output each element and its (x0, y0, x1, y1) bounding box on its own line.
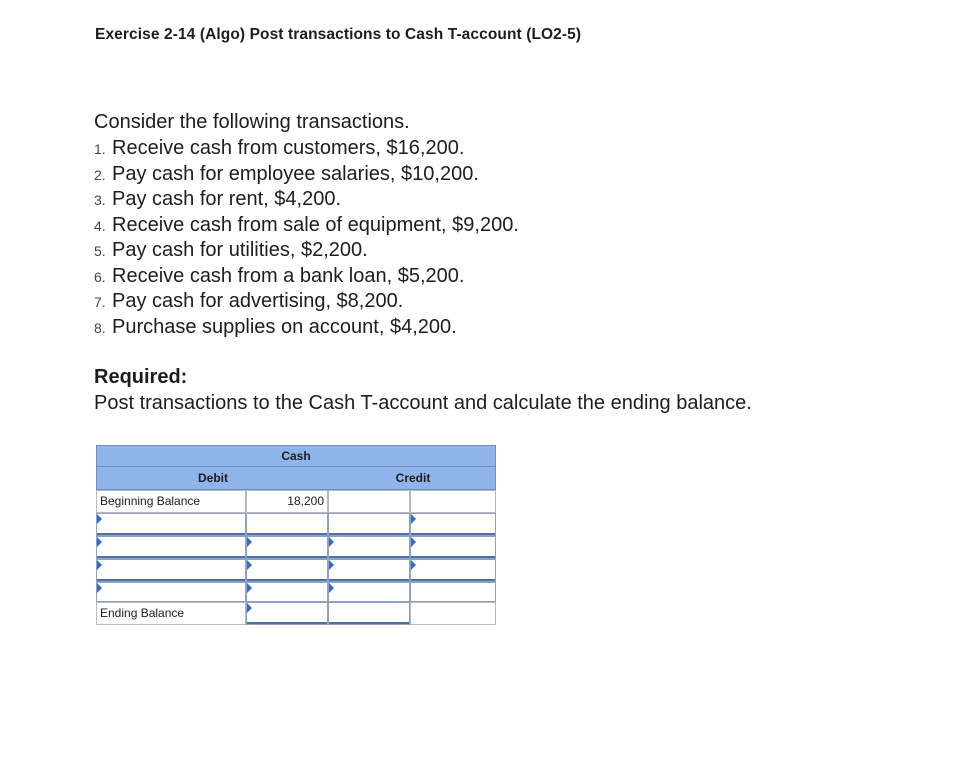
dropdown-marker-icon (247, 583, 252, 593)
dropdown-marker-icon (247, 560, 252, 570)
ending-balance-credit-input[interactable] (328, 602, 410, 625)
dropdown-marker-icon (97, 514, 102, 524)
debit-amount-input[interactable] (246, 536, 328, 559)
ending-balance-empty-cell (410, 602, 496, 625)
dropdown-marker-icon (97, 560, 102, 570)
credit-description-input[interactable] (410, 536, 496, 559)
debit-amount-input[interactable] (246, 582, 328, 602)
transaction-number: 3. (94, 192, 106, 208)
transaction-item (94, 315, 519, 341)
transaction-number: 5. (94, 243, 106, 259)
intro-text: Consider the following transactions. (94, 111, 410, 133)
transaction-item (94, 136, 519, 162)
credit-header: Credit (395, 471, 431, 485)
transaction-item (94, 213, 519, 239)
debit-header: Debit (198, 471, 228, 485)
required-label: Required: (94, 366, 188, 388)
credit-amount-input[interactable] (328, 513, 410, 536)
transaction-text: Receive cash from a bank loan, $5,200. (112, 264, 465, 287)
credit-description-input[interactable] (410, 559, 496, 582)
transaction-item (94, 162, 519, 188)
credit-description-input[interactable] (410, 582, 496, 602)
transaction-text: Receive cash from customers, $16,200. (112, 137, 465, 159)
transaction-item (94, 238, 519, 264)
transaction-number: 4. (94, 217, 106, 234)
dropdown-marker-icon (97, 583, 102, 593)
beginning-balance-label: Beginning Balance (96, 490, 246, 513)
beginning-balance-value: 18,200 (246, 490, 328, 513)
account-name-header: Cash (96, 445, 496, 467)
credit-label-cell-empty (410, 490, 496, 513)
transaction-text: Receive cash from sale of equipment, $9,200. (112, 213, 519, 236)
credit-amount-input[interactable] (328, 536, 410, 559)
transaction-number: 2. (94, 166, 106, 183)
debit-description-input[interactable] (96, 513, 246, 536)
debit-description-input[interactable] (96, 582, 246, 602)
dropdown-marker-icon (329, 560, 334, 570)
transaction-text: Pay cash for employee salaries, $10,200. (112, 162, 479, 185)
transaction-item (94, 289, 519, 315)
cash-t-account (96, 445, 496, 625)
dropdown-marker-icon (97, 537, 102, 547)
transaction-item (94, 187, 519, 213)
transaction-number: 8. (94, 319, 106, 336)
transaction-item (94, 264, 519, 290)
dropdown-marker-icon (411, 537, 416, 547)
transaction-list (94, 136, 519, 340)
dropdown-marker-icon (329, 583, 334, 593)
transaction-text: Pay cash for utilities, $2,200. (112, 239, 368, 261)
credit-amount-input[interactable] (328, 582, 410, 602)
ending-balance-label: Ending Balance (96, 602, 246, 625)
transaction-number: 6. (94, 268, 106, 285)
dropdown-marker-icon (411, 514, 416, 524)
transaction-text: Pay cash for rent, $4,200. (112, 188, 342, 210)
transaction-text: Purchase supplies on account, $4,200. (112, 315, 457, 338)
credit-amount-cell-empty (328, 490, 410, 513)
ending-balance-debit-input[interactable] (246, 602, 328, 625)
debit-description-input[interactable] (96, 559, 246, 582)
dropdown-marker-icon (247, 603, 252, 613)
dropdown-marker-icon (247, 537, 252, 547)
debit-amount-input[interactable] (246, 559, 328, 582)
debit-description-input[interactable] (96, 536, 246, 559)
credit-amount-input[interactable] (328, 559, 410, 582)
transaction-number: 1. (94, 141, 106, 157)
required-text: Post transactions to the Cash T-account and calculate the ending balance. (94, 392, 752, 414)
dropdown-marker-icon (329, 537, 334, 547)
debit-amount-input[interactable] (246, 513, 328, 536)
exercise-title: Exercise 2-14 (Algo) Post transactions to Cash T-account (LO2-5) (95, 26, 582, 43)
transaction-number: 7. (94, 294, 106, 310)
dropdown-marker-icon (411, 560, 416, 570)
t-account-subheader (96, 467, 496, 490)
transaction-text: Pay cash for advertising, $8,200. (112, 290, 404, 312)
credit-description-input[interactable] (410, 513, 496, 536)
